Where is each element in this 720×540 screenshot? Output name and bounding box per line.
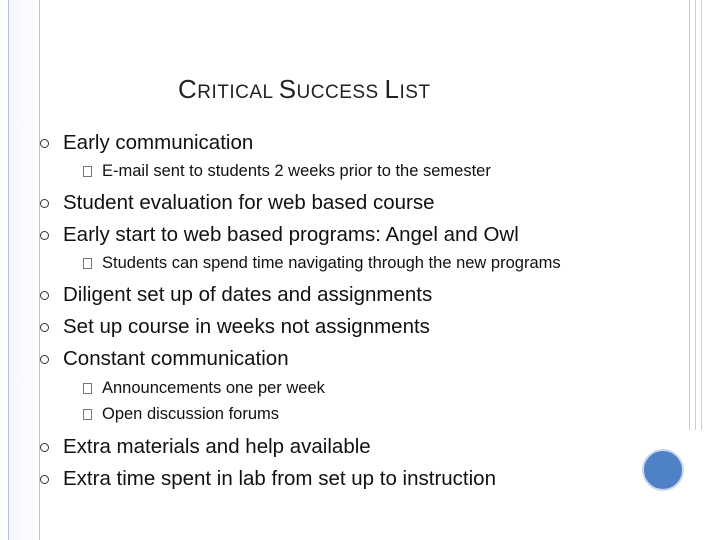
bullet-item [40, 223, 519, 247]
box-bullet-icon [83, 258, 92, 269]
bullet-item [40, 435, 371, 459]
bullet-text: Open discussion forums [102, 405, 279, 423]
bullet-item [40, 315, 430, 339]
circle-bullet-icon [40, 231, 49, 240]
circle-bullet-icon [40, 199, 49, 208]
circle-bullet-icon [40, 291, 49, 300]
circle-bullet-icon [40, 355, 49, 364]
bullet-text: Extra time spent in lab from set up to instruction [63, 467, 496, 490]
bullet-text: Set up course in weeks not assignments [63, 315, 430, 338]
bullet-item [40, 347, 289, 371]
bullet-text: Extra materials and help available [63, 435, 371, 458]
sub-bullet-item [83, 379, 325, 398]
right-frame-decoration [684, 0, 714, 430]
bullet-text: Students can spend time navigating through the new programs [102, 254, 561, 272]
circle-bullet-icon [40, 475, 49, 484]
box-bullet-icon [83, 166, 92, 177]
box-bullet-icon [83, 409, 92, 420]
decorative-circle-icon [642, 449, 684, 491]
bullet-text: Diligent set up of dates and assignments [63, 283, 433, 306]
sub-bullet-item [83, 254, 561, 273]
circle-bullet-icon [40, 443, 49, 452]
circle-bullet-icon [40, 139, 49, 148]
left-frame-decoration [8, 0, 40, 540]
sub-bullet-item [83, 405, 279, 424]
bullet-text: E-mail sent to students 2 weeks prior to the semester [102, 162, 491, 180]
bullet-text: Early communication [63, 131, 254, 154]
sub-bullet-item [83, 162, 491, 181]
bullet-text: Student evaluation for web based course [63, 191, 435, 214]
bullet-text: Early start to web based programs: Angel and Owl [63, 223, 519, 246]
bullet-text: Constant communication [63, 347, 289, 370]
bullet-item [40, 131, 253, 155]
bullet-item [40, 191, 435, 215]
slide-title: CRITICAL SUCCESS LIST [178, 74, 431, 104]
bullet-item [40, 283, 432, 307]
box-bullet-icon [83, 383, 92, 394]
bullet-text: Announcements one per week [102, 379, 325, 397]
bullet-item [40, 467, 496, 491]
circle-bullet-icon [40, 323, 49, 332]
